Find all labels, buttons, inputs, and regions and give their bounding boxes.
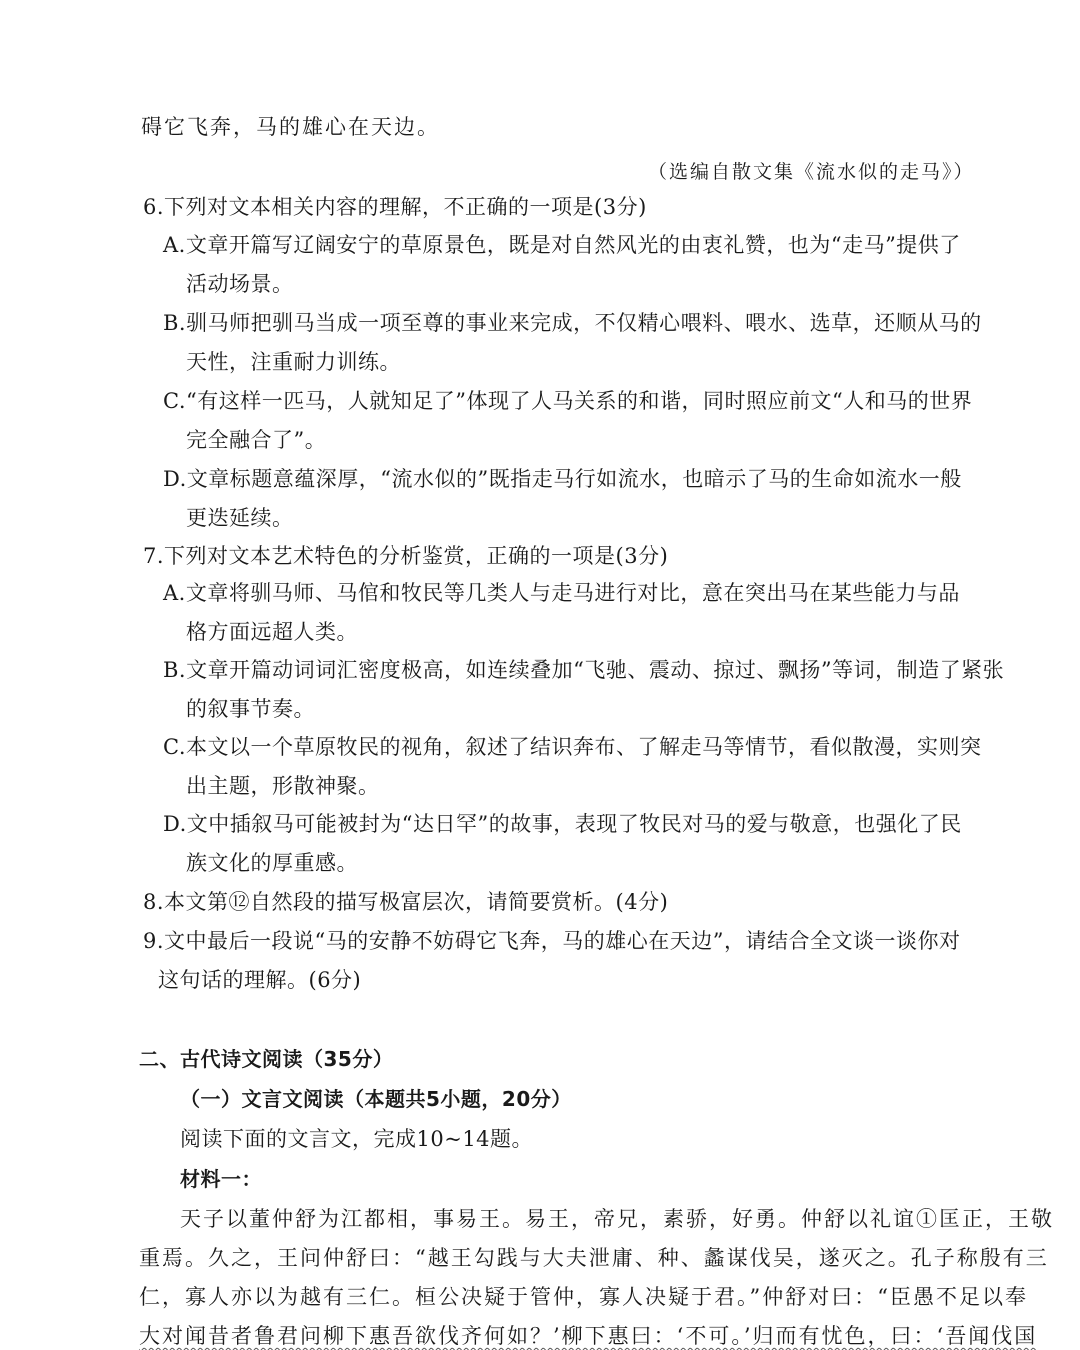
question-9-stem-line1: 9.文中最后一段说“马的安静不妨碍它飞奔，马的雄心在天边”，请结合全文谈一谈你对 (143, 929, 961, 953)
material-label: 材料一： (180, 1167, 262, 1191)
q6-option-c-line2: 完全融合了”。 (186, 428, 327, 452)
q7-option-d-line1: D.文中插叙马可能被封为“达日罕”的故事，表现了牧民对马的爱与敬意，也强化了民 (163, 812, 962, 836)
q7-option-b-line1: B.文章开篇动词词汇密度极高，如连续叠加“飞驰、震动、掠过、飘扬”等词，制造了紧张 (163, 658, 1005, 682)
section-2-title: 二、古代诗文阅读（35分） (139, 1047, 394, 1071)
section-2-instruction: 阅读下面的文言文，完成10~14题。 (180, 1127, 534, 1151)
classical-text-line-2: 重焉。久之，王问仲舒曰：“越王勾践与大夫泄庸、种、蠡谋伐吴，遂灭之。孔子称殷有三 (139, 1246, 1049, 1270)
classical-text-line-4: 大对闻昔者鲁君问柳下惠吾欲伐齐何如？’柳下惠曰：‘不可。’归而有忧色，曰：‘吾闻伐国 (139, 1324, 1038, 1348)
q6-option-b-line2: 天性，注重耐力训练。 (186, 350, 401, 374)
q6-option-a-line2: 活动场景。 (186, 272, 294, 296)
q7-option-d-line2: 族文化的厚重感。 (186, 851, 358, 875)
q6-option-c-line1: C.“有这样一匹马，人就知足了”体现了人马关系的和谐，同时照应前文“人和马的世界 (163, 389, 973, 413)
passage-source: （选编自散文集《流水似的走马》） (648, 161, 975, 183)
question-9-stem-line2: 这句话的理解。(6分) (158, 968, 362, 992)
q6-option-d-line1: D.文章标题意蕴深厚，“流水似的”既指走马行如流水，也暗示了马的生命如流水一般 (163, 467, 962, 491)
q6-option-a-line1: A.文章开篇写辽阔安宁的草原景色，既是对自然风光的由衷礼赞，也为“走马”提供了 (163, 233, 961, 257)
question-7-stem: 7.下列对文本艺术特色的分析鉴赏，正确的一项是(3分) (143, 544, 669, 568)
passage-ending: 碍它飞奔，马的雄心在天边。 (141, 115, 440, 139)
q7-option-b-line2: 的叙事节奏。 (186, 697, 315, 721)
question-8-stem: 8.本文第⑫自然段的描写极富层次，请简要赏析。(4分) (143, 890, 669, 914)
q6-option-b-line1: B.驯马师把驯马当成一项至尊的事业来完成，不仅精心喂料、喂水、选草，还顺从马的 (163, 311, 982, 335)
classical-text-line-1: 天子以董仲舒为江都相，事易王。易王，帝兄，素骄，好勇。仲舒以礼谊①匡正，王敬 (180, 1207, 1054, 1231)
question-6-stem: 6.下列对文本相关内容的理解，不正确的一项是(3分) (143, 195, 647, 219)
section-2-subtitle: （一）文言文阅读（本题共5小题，20分） (180, 1087, 572, 1111)
q7-option-c-line2: 出主题，形散神聚。 (186, 774, 380, 798)
q6-option-d-line2: 更迭延续。 (186, 506, 294, 530)
q7-option-a-line2: 格方面远超人类。 (186, 620, 358, 644)
classical-text-line-3: 仁，寡人亦以为越有三仁。桓公决疑于管仲，寡人决疑于君。”仲舒对曰：“臣愚不足以奉 (139, 1285, 1028, 1309)
q7-option-a-line1: A.文章将驯马师、马倌和牧民等几类人与走马进行对比，意在突出马在某些能力与品 (163, 581, 960, 605)
q7-option-c-line1: C.本文以一个草原牧民的视角，叙述了结识奔布、了解走马等情节，看似散漫，实则突 (163, 735, 982, 759)
